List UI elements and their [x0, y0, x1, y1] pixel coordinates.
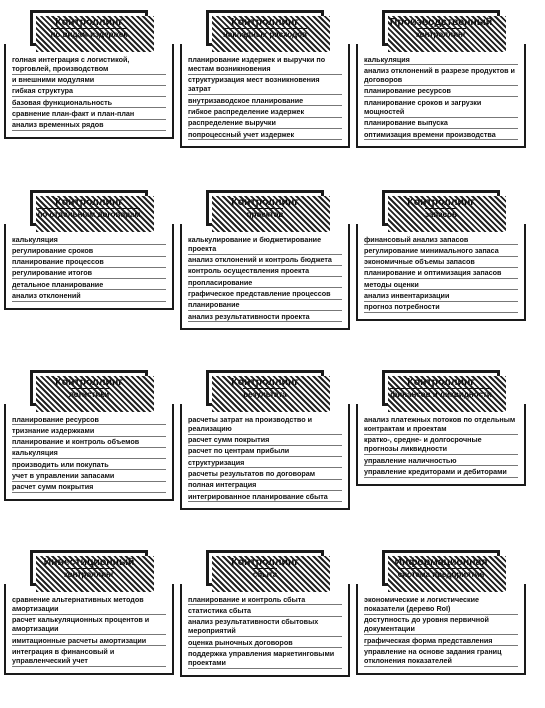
list-item: сравнение альтернативных методов амортизации — [12, 594, 166, 615]
block-title: Информационная — [394, 556, 488, 568]
block-header — [30, 10, 148, 46]
list-item: расчеты результатов по договорам — [188, 468, 342, 479]
list-item: планирование — [188, 300, 342, 311]
list-item: попроцессный учет издержек — [188, 129, 342, 140]
block-investment-controlling — [4, 550, 174, 675]
list-item: кратко-, средне- и долгосрочные прогнозы ликвидности — [364, 435, 518, 456]
list-item: поддержка управления маркетинговыми проектами — [188, 648, 342, 669]
list-item: расчеты затрат на производство и реализацию — [188, 414, 342, 435]
block-header — [206, 550, 324, 586]
list-item: планирование и оптимизация запасов — [364, 268, 518, 279]
block-list — [180, 410, 350, 510]
block-title: Контроллинг — [55, 196, 123, 208]
block-list — [356, 410, 526, 486]
block-list — [180, 590, 350, 677]
block-header — [206, 10, 324, 46]
list-item: планирование выпуска — [364, 118, 518, 129]
list-item: гибкое распределение издержек — [188, 106, 342, 117]
block-title: Контроллинг — [231, 376, 299, 388]
list-item: детальное планирование — [12, 279, 166, 290]
block-subtitle: результата — [243, 390, 287, 399]
list-item: калькуляция — [12, 448, 166, 459]
block-inventory-controlling — [356, 190, 526, 321]
list-item: доступность до уровня первичной документации — [364, 615, 518, 636]
list-item: учет в управлении запасами — [12, 470, 166, 481]
list-item: методы оценки — [364, 279, 518, 290]
block-overhead-controlling — [180, 10, 350, 148]
block-list — [180, 50, 350, 148]
list-item: планирование процессов — [12, 257, 166, 268]
block-subtitle: контроллинг — [63, 570, 115, 579]
block-subtitle: логистики — [68, 390, 110, 399]
list-item: регулирование сроков — [12, 245, 166, 256]
block-subtitle: проектов — [246, 210, 284, 219]
list-item: экономичные объемы запасов — [364, 257, 518, 268]
list-item: графическое представление процессов — [188, 288, 342, 299]
list-item: калькулирование и бюджетирование проекта — [188, 234, 342, 255]
list-item: голная интеграция с логистикой, торговлей, производством — [12, 54, 166, 75]
list-item: оптимизация времени производства — [364, 129, 518, 140]
list-item: производить или покупать — [12, 459, 166, 470]
block-logistics-controlling — [4, 370, 174, 501]
block-information-system — [356, 550, 526, 675]
list-item: финансовый анализ запасов — [364, 234, 518, 245]
list-item: анализ временных рядов — [12, 120, 166, 131]
list-item: имитационные расчеты амортизации — [12, 635, 166, 646]
block-title: Контроллинг — [55, 16, 123, 28]
block-cost-controlling — [4, 10, 174, 139]
list-item: планирование и контроль объемов — [12, 437, 166, 448]
list-item: гибкая структура — [12, 86, 166, 97]
list-item: расчет сумм покрытия — [188, 435, 342, 446]
list-item: контроль осуществления проекта — [188, 266, 342, 277]
list-item: анализ результативности сбытовых мероприятий — [188, 617, 342, 638]
block-list — [356, 230, 526, 321]
block-title: Производственный — [389, 16, 493, 28]
list-item: управление наличностью — [364, 455, 518, 466]
list-item: интеграция в финансовый и управленческий учет — [12, 646, 166, 667]
block-list — [356, 50, 526, 148]
list-item: анализ результативности проекта — [188, 311, 342, 322]
block-result-controlling — [180, 370, 350, 510]
block-header — [30, 370, 148, 406]
list-item: распределение выручки — [188, 118, 342, 129]
list-item: планирование и контроль сбыта — [188, 594, 342, 605]
block-list — [4, 50, 174, 139]
block-header — [206, 190, 324, 226]
block-header — [382, 10, 500, 46]
block-title: Контроллинг — [55, 376, 123, 388]
block-title: Контроллинг — [231, 556, 299, 568]
block-list — [4, 590, 174, 675]
list-item: и внешними модулями — [12, 75, 166, 86]
list-item: анализ инвентаризации — [364, 290, 518, 301]
block-list — [4, 410, 174, 501]
block-subtitle: финансов и ликвидности — [390, 390, 492, 399]
block-subtitle: сбыта — [252, 570, 278, 579]
block-header — [206, 370, 324, 406]
list-item: базовая функциональность — [12, 97, 166, 108]
list-item: статистика сбыта — [188, 605, 342, 616]
block-list — [180, 230, 350, 330]
block-header — [382, 370, 500, 406]
list-item: сравнение план-факт и план-план — [12, 108, 166, 119]
block-subtitle: по видам издержек — [50, 30, 128, 39]
list-item: расчет сумм покрытия — [12, 482, 166, 493]
list-item: планирование сроков и загрузки мощностей — [364, 97, 518, 118]
list-item: расчет калькуляционных процентов и амортизации — [12, 615, 166, 636]
list-item: регулирование итогов — [12, 268, 166, 279]
block-header — [30, 550, 148, 586]
block-subtitle: контроллинг — [415, 30, 467, 39]
block-header — [382, 190, 500, 226]
block-subtitle: по отдельным договорам — [37, 210, 141, 219]
block-header — [382, 550, 500, 586]
list-item: анализ отклонений — [12, 290, 166, 301]
block-contract-controlling — [4, 190, 174, 310]
list-item: калькуляция — [12, 234, 166, 245]
list-item: управление на основе задания границ отклонения показателей — [364, 646, 518, 667]
list-item: управление кредиторами и дебиторами — [364, 466, 518, 477]
block-subtitle: накладных расходов — [223, 30, 307, 39]
block-title: Контроллинг — [407, 376, 475, 388]
block-list — [4, 230, 174, 310]
list-item: прогноз потребности — [364, 302, 518, 313]
block-title: Контроллинг — [231, 196, 299, 208]
block-production-controlling — [356, 10, 526, 148]
list-item: структуризация — [188, 457, 342, 468]
list-item: структуризация мест возникновения затрат — [188, 75, 342, 96]
list-item: полная интеграция — [188, 480, 342, 491]
list-item: интегрированное планирование сбыта — [188, 491, 342, 502]
block-title: Контроллинг — [407, 196, 475, 208]
list-item: тризнание издержками — [12, 425, 166, 436]
block-title: Контроллинг — [231, 16, 299, 28]
block-subtitle: запасов — [425, 210, 457, 219]
list-item: анализ отклонений и контроль бюджета — [188, 255, 342, 266]
block-sales-controlling — [180, 550, 350, 677]
list-item: анализ отклонений в разрезе продуктов и договоров — [364, 65, 518, 86]
list-item: графическая форма представления — [364, 635, 518, 646]
block-list — [356, 590, 526, 675]
block-header — [30, 190, 148, 226]
list-item: анализ платежных потоков по отдельным контрактам и проектам — [364, 414, 518, 435]
list-item: планирование ресурсов — [12, 414, 166, 425]
block-subtitle: система предприятия — [397, 570, 485, 579]
list-item: планирование ресурсов — [364, 86, 518, 97]
block-project-controlling — [180, 190, 350, 330]
list-item: внутризаводское планирование — [188, 95, 342, 106]
list-item: калькуляция — [364, 54, 518, 65]
list-item: экономические и логистические показатели (дерево RoI) — [364, 594, 518, 615]
list-item: пропласирование — [188, 277, 342, 288]
list-item: оценка рыночных договоров — [188, 637, 342, 648]
list-item: расчет по центрам прибыли — [188, 446, 342, 457]
block-title: Инвестиционный — [43, 556, 135, 568]
list-item: планирование издержек и выручки по местам возникновения — [188, 54, 342, 75]
list-item: регулирование минимального запаса — [364, 245, 518, 256]
block-finance-controlling — [356, 370, 526, 486]
